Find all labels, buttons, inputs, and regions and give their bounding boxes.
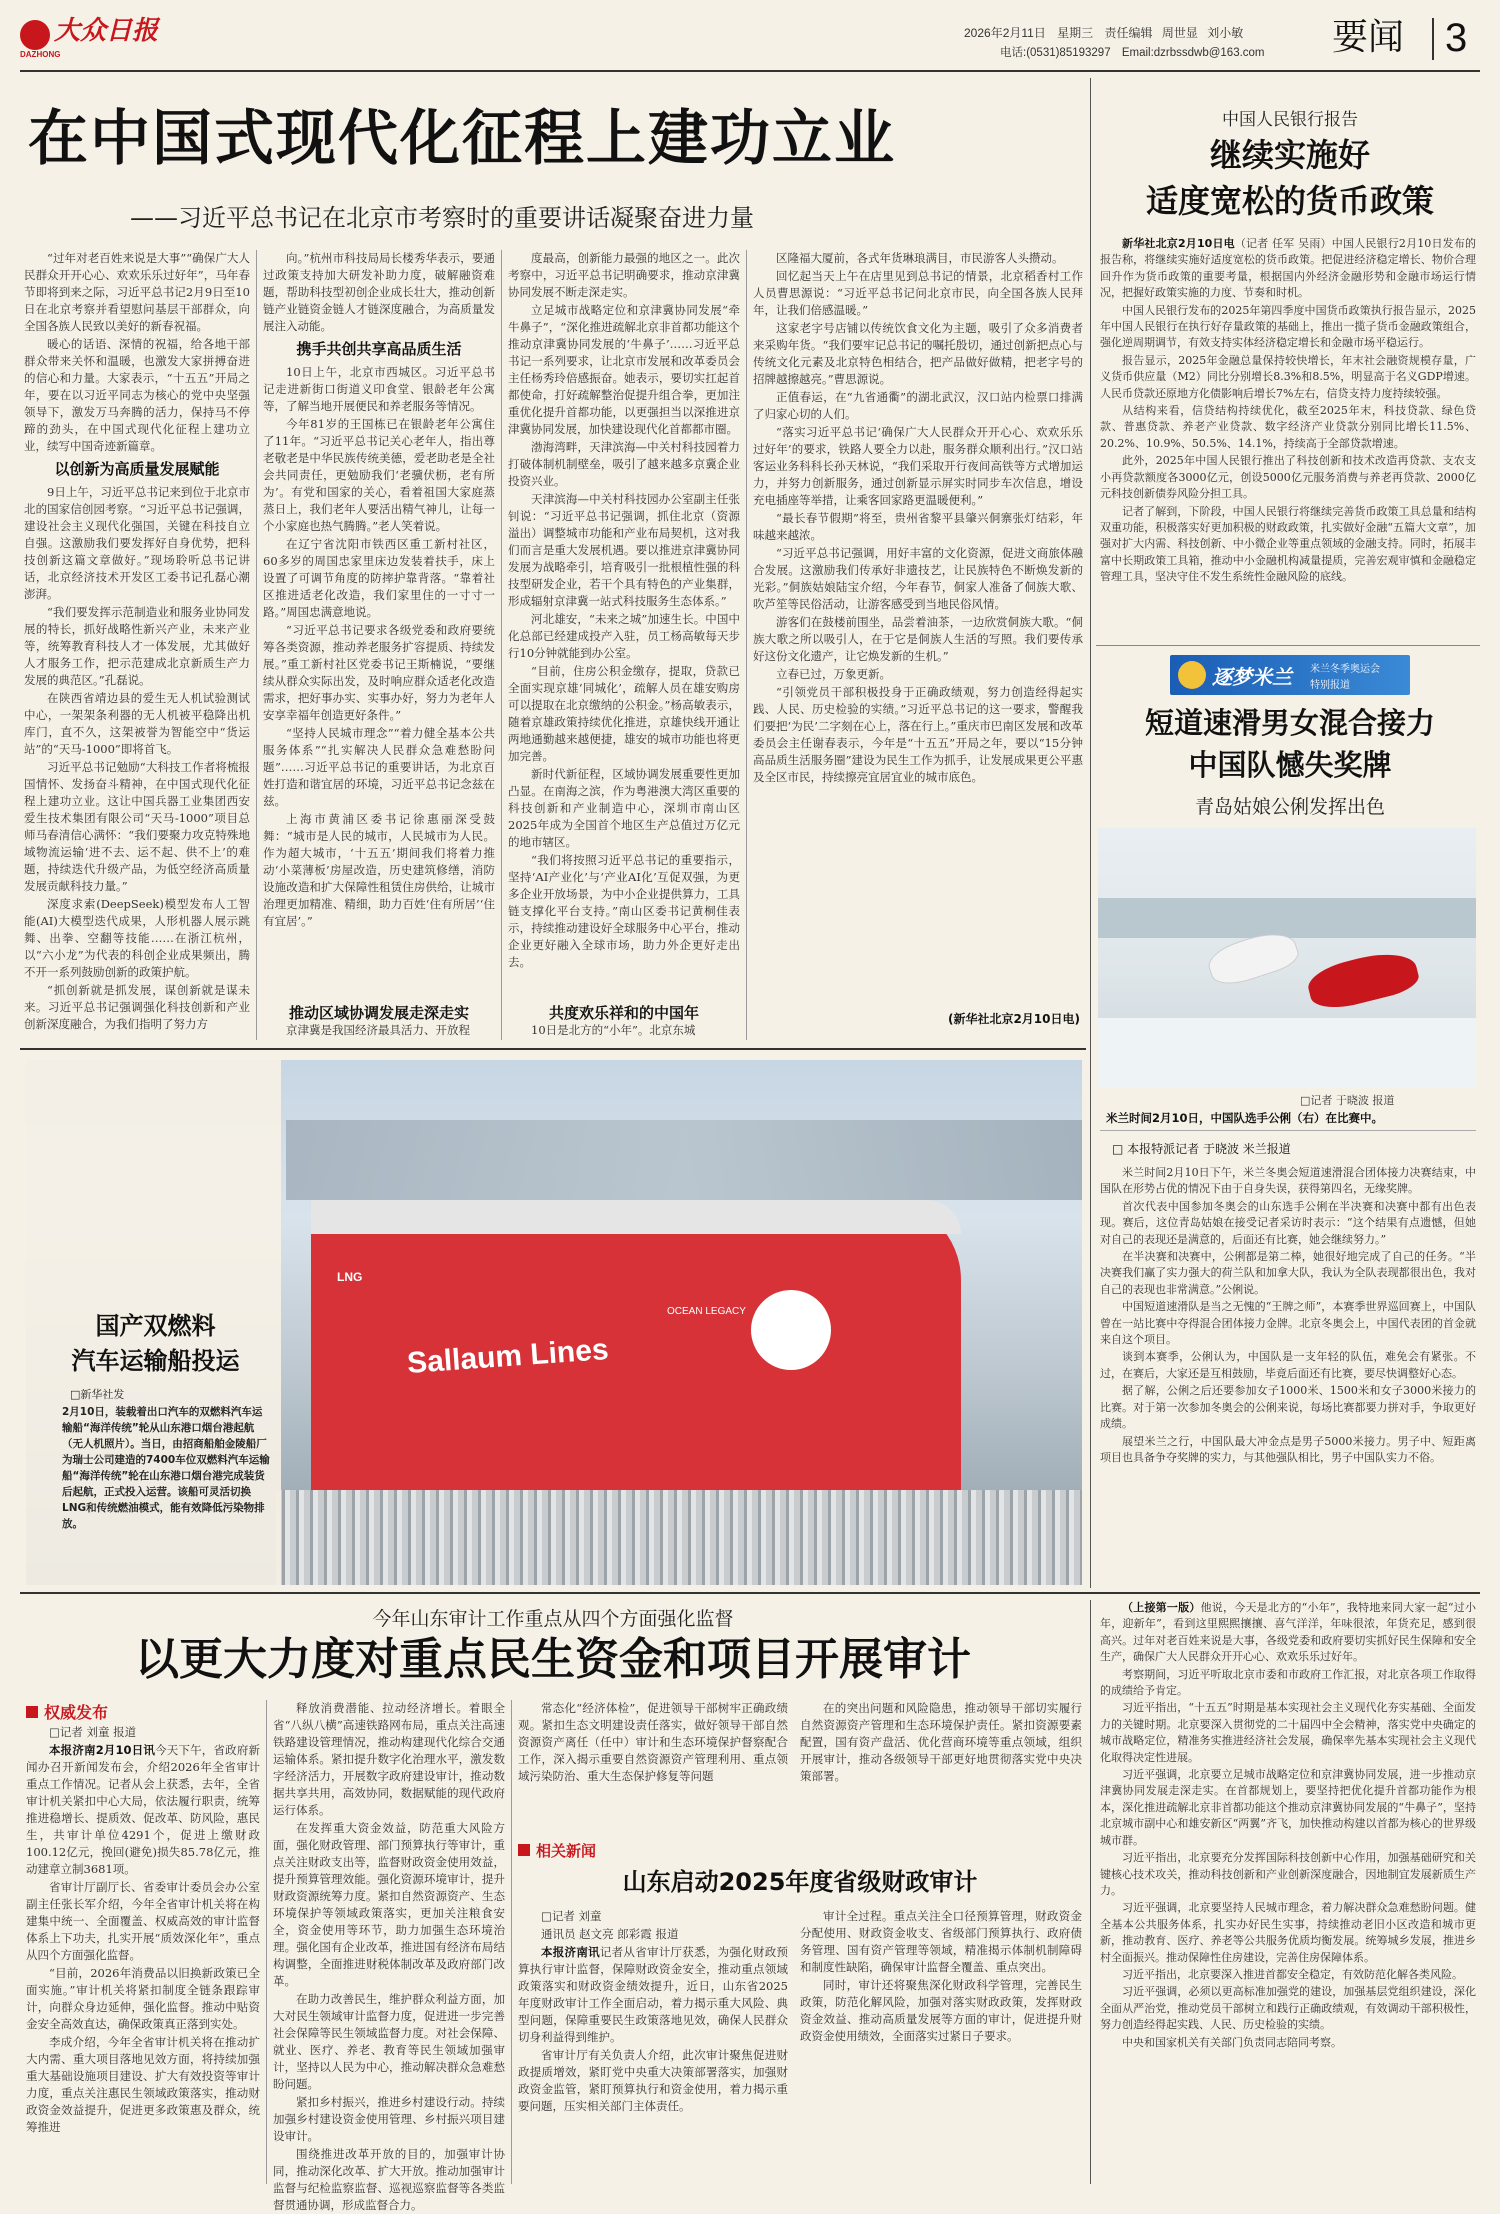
related-para: 省审计厅有关负责人介绍，此次审计聚焦促进财政提质增效，紧盯党中央重大决策部署落实，加强财政资金监管，紧盯预算执行和资金使用，着力揭示重要问题，压实相关部门主体责任。 [518,2048,788,2113]
continuation-para: 中央和国家机关有关部门负责同志陪同考察。 [1122,2035,1342,2049]
section-rule [20,1592,1480,1594]
column-rule [1090,78,1091,1588]
pboc-para: 中国人民银行发布的2025年第四季度中国货币政策执行报告显示，2025年中国人民银行在执行好存量政策的基础上，推出一揽子货币金融政策组合，强化逆周期调节，有效支持实体经济稳定增长和金融市场平稳运行。 [1100,303,1476,350]
section-rule [1096,645,1480,646]
editor-label: 责任编辑 [1104,26,1153,40]
lead-subheading: 推动区域协调发展走深走实 [288,1004,469,1022]
lead-headline: 在中国式现代化征程上建功立业 [28,104,896,174]
audit-para: 在发挥重大资金效益，防范重大风险方面，强化财政管理、部门预算执行等审计，重点关注财政支出等，监督财政资金使用效益，提升预算管理效能。强化资源环境审计，提升财政资源统筹力度。紧扣自然资源资产、生态环境保护等领域政策落实，更加关注粮食安全，资金使用等环节，助力加强生态环境治理。强化国有企业改革，推进国有经济布局结构调整，全面推进财税体制改革及政府部门改革。 [273,1821,505,1988]
olympics-banner [1170,655,1410,695]
audit-para: 紧扣乡村振兴，推进乡村建设行动。持续加强乡村建设资金使用管理、乡村振兴项目建设审计。 [273,2095,505,2143]
related-lead-text: 记者从省审计厅获悉，为强化财政预算执行审计监督，保障财政资金安全，推动重点领域政策落实和财政资金绩效提升，近日，山东省2025年度财政审计工作全面启动，着力揭示重大风险、典型问题，保障重要民生政策落地见效，确保人民群众切身利益得到维护。 [518,1945,788,2044]
section-divider [1432,18,1434,60]
lead-subheading: 共度欢乐祥和的中国年 [548,1004,699,1022]
lead-column-1 [24,250,250,1040]
audit-dateline: 本报济南2月10日讯 [49,1743,156,1757]
lead-para: 上海市黄浦区委书记徐惠丽深受鼓舞：“城市是人民的城市，人民城市为人民。作为超大城市，‘十五五’期间我们将着力推动‘小菜薄板’房屋改造，历史建筑修缮，消防设施改造和扩大保障性租赁住房供给，让城市治理更加精准、精细，助力百姓‘住有所居’‘住有宜居’。” [263,812,495,928]
audit-para [26,1742,260,1878]
ship-headline-1: 国产双燃料 [95,1312,216,1340]
lead-para: “目前，住房公积金缴存，提取，贷款已全面实现京雄‘同城化’，疏解人员在雄安购房可以提取在北京缴纳的公积金。”杨高敏表示，随着京雄政策持续优化推进，京雄快线开通让两地通勤越来越便捷，雄安的城市功能也将更加完善。 [508,664,740,763]
column-rule [511,1700,512,2184]
banner-sub-1: 米兰冬季奥运会 [1310,664,1380,675]
lead-para: 10日上午，北京市西城区。习近平总书记走进新街口街道义印食堂、银龄老年公寓等，了解当地开展便民和养老服务等情况。 [263,365,495,413]
pboc-para: 此外，2025年中国人民银行推出了科技创新和技术改造再贷款、支农支小再贷款额度各3000亿元，创设5000亿元服务消费与养老再贷款、2000亿元科技创新债券风险分担工具。 [1100,454,1476,501]
ship-name: OCEAN LEGACY [667,1306,746,1317]
pboc-para: 记者了解到，下阶段，中国人民银行将继续完善货币政策工具总量和结构双重功能，积极落实好更加积极的财政政策，扎实做好金融“五篇大文章”，加强对扩大内需、科技创新、中小微企业等重点领域的金融支持。同时，拓展丰富中长期政策工具箱，推动中小金融机构减量提质，完善宏观审慎和金融稳定管理工具，坚决守住不发生系统性金融风险的底线。 [1100,504,1476,584]
column-rule [501,250,502,1040]
skate-body [1100,1165,1476,1585]
skate-caption: 米兰时间2月10日，中国队选手公俐（右）在比赛中。 [1106,1111,1384,1125]
ship-deck-top [311,1200,961,1234]
continuation-para: 习近平强调，必须以更高标准加强党的建设，加强基层党组织建设，深化全面从严治党，推动党员干部树立和践行正确政绩观，有效调动干部积极性，努力创造经得起实践、人民、历史检验的实绩。 [1100,1985,1476,2032]
audit-para: 在的突出问题和风险隐患，推动领导干部切实履行自然资源资产管理和生态环境保护责任。紧扣资源要素配置，国有资产盘活、优化营商环境等重点领域，组织开展审计，推动各级领导干部更好地贯彻落实党中央决策部署。 [800,1701,1082,1783]
editor-name-2: 刘小敏 [1207,26,1244,40]
contact-phone: 电话:(0531)85193297 [1000,47,1111,59]
related-column-1 [518,1908,788,2184]
ship-text-box [26,1060,281,1585]
audit-para: 在助力改善民生，维护群众利益方面，加大对民生领域审计监督力度，促进进一步完善社会保障等民生领域监督力度。对社会保障、就业、医疗、养老、教育等民生领域加强审计，坚持以人民为中心，推动解决群众急难愁盼问题。 [273,1992,505,2091]
lead-para: 9日上午，习近平总书记来到位于北京市北的国家信创园考察。“习近平总书记强调，建设社会主义现代化强国，关键在科技自立自强。这激励我们要发挥好自身优势，把科技创新这篇文章做好。”现场聆听总书记讲话，北京经济技术开发区工委书记孔磊心潮澎湃。 [24,485,250,601]
lead-para: 河北雄安，“未来之城”加速生长。中国中化总部已经建成投产入驻，员工杨高敏每天步行10分钟就能到办公室。 [508,612,740,660]
lead-column-2 [263,250,495,1040]
skate-para: 首次代表中国参加冬奥会的山东选手公俐在半决赛和决赛中都有出色表现。赛后，这位青岛姑娘在接受记者采访时表示：“这个结果有点遗憾，但她对自己的表现还是满意的，后面还有比赛，她会继续努力。” [1100,1199,1476,1246]
ship-headline-2: 汽车运输船投运 [71,1347,240,1375]
lead-para: “过年对老百姓来说是大事”“确保广大人民群众开开心心、欢欢乐乐过好年”，马年春节即将到来之际，习近平总书记2月9日至10日在北京考察并看望慰问基层干部群众，向全国各族人民致以美好的新春祝福。 [24,251,250,333]
audit-byline: □记者 刘童 报道 [49,1725,137,1739]
lead-para: 深度求索(DeepSeek)模型发布人工智能(AI)大模型迭代成果，人形机器人展示跳舞、出拳、空翻等技能……在浙江杭州，以“六小龙”为代表的科创企业成果频出，腾不开一系列鼓励创新的政策护航。 [24,897,250,979]
rink-boards [1098,898,1476,938]
column-rule [266,1700,267,2184]
logo-emblem-icon [20,20,50,50]
lead-para: 京津冀是我国经济最具活力、开放程 [286,1023,470,1037]
skate-headline-2: 中国队憾失奖牌 [1188,748,1392,782]
related-para: 审计全过程。重点关注全口径预算管理，财政资金分配使用、财政资金收支、省级部门预算执行、政府债务管理、国有资产管理等领域，精准揭示体制机制障碍和制度性缺陷，确保审计监督全覆盖、重点突出。 [800,1909,1082,1974]
continuation-para: 习近平指出，北京要充分发挥国际科技创新中心作用，加强基础研究和关键核心技术攻关，推动科技创新和产业创新深度融合，因地制宜发展新质生产力。 [1100,1851,1476,1897]
pboc-para: 报告显示，2025年金融总量保持较快增长，年末社会融资规模存量，广义货币供应量（M2）同比分别增长8.3%和8.5%，明显高于名义GDP增速。人民币贷款还原地方化债影响后增长7%左右，信贷支持力度持续较强。 [1100,353,1476,400]
pboc-kicker: 中国人民银行报告 [1222,110,1358,130]
lead-column-2-tail [263,1022,495,1040]
lead-para: 习近平总书记勉励“大科技工作者将梳报国情怀、发扬奋斗精神，在中国式现代化征程上建功立业。这让中国兵器工业集团西安爱生技术集团有限公司“天马-1000”项目总师马春清信心满怀：“我们要聚力攻克特殊地域物流运输‘进不去、运不起、供不上’的难题，持续迭代升级产品，为低空经济高质量发展贡献科技力量。” [24,760,250,893]
ship-byline: □新华社发 [70,1388,125,1401]
ship-hull [311,1200,961,1500]
pboc-headline-2: 适度宽松的货币政策 [1145,182,1434,220]
tag-marker-icon [26,1706,38,1718]
lead-para: “我们将按照习近平总书记的重要指示，坚持‘AI产业化’与‘产业AI化’互促双强，为更多企业开放场景，为中小企业提供算力，工具链支撑化平台支持。”南山区委书记黄桐佳表示，持续推动建设好全球服务中心平台，推动企业更好融入全球市场，助力外企更好走出去。 [508,853,740,969]
audit-para: “目前，2026年消费品以旧换新政策已全面实施。”审计机关将紧扣制度全链条跟踪审计，向群众身边延伸，强化监督。推动中贴资金安全高效直达，确保政策真正落到实处。 [26,1966,260,2031]
related-tag-label: 相关新闻 [536,1842,597,1860]
continuation-para: 考察期间，习近平听取北京市委和市政府工作汇报，对北京各项工作取得的成绩给予肯定。 [1100,1667,1476,1698]
lead-para: “习近平总书记强调，用好丰富的文化资源，促进文商旅体融合发展。这激励我们传承好非遗技艺，让民族特色不断焕发新的光彩。”侗族姑娘陆宝介绍，今年春节，侗家人准备了侗族大歌、吹芦笙等民俗活动，让游客感受到当地民俗风情。 [753,546,1083,611]
continuation-lead-in: （上接第一版） [1122,1601,1201,1614]
skate-photo-credit: □记者 于晓波 报道 [1300,1094,1395,1107]
lead-para: 10日是北方的“小年”。北京东城 [531,1023,696,1037]
page-number: 3 [1445,16,1468,60]
audit-para: 省审计厅副厅长、省委审计委员会办公室副主任张长军介绍，今年全省审计机关将在构建集中统一、全面覆盖、权威高效的审计监督体系上下功夫，扎实开展“质效深化年”，重点从四个方面强化监督。 [26,1880,260,1962]
continuation-column [1100,1600,1476,2184]
skate-para: 中国短道速滑队是当之无愧的“王牌之师”，本赛季世界巡回赛上，中国队曾在一站比赛中夺得混合团体接力金牌。北京冬奥会上，中国代表团的首金就来自这个项目。 [1100,1300,1476,1347]
lead-subhead: ——习近平总书记在北京市考察时的重要讲话凝聚奋进力量 [130,204,754,232]
column-rule [256,250,257,1040]
lead-para: 区隆福大厦前，各式年货琳琅满目，市民游客人头攒动。 [776,251,1064,265]
lead-para: “坚持人民城市理念”“着力健全基本公共服务体系”“扎实解决人民群众急难愁盼问题”……习近平总书记的重要讲话，为北京百姓打造和谐宜居的环境，习近平总书记念兹在兹。 [263,726,495,808]
issue-meta [964,24,1354,41]
continuation-lead-text: 他说，今天是北方的“小年”，我特地来同大家一起“过小年，迎新年”，看到这里熙熙攘攘、喜气洋洋，年味很浓，年货充足，感到很高兴。过年对老百姓来说是大事，各级党委和政府要切实抓好民生保障和安全生产，确保广大人民群众开开心心、欢欢乐乐过好年。 [1100,1601,1476,1664]
skate-byline: □ 本报特派记者 于晓波 米兰报道 [1112,1142,1291,1156]
continuation-para: 习近平指出，“十五五”时期是基本实现社会主义现代化夯实基础、全面发力的关键时期。北京要深入贯彻党的二十届四中全会精神，落实党中央确定的城市战略定位，精准务实推进经济社会发展，确保率先基本实现社会主义现代化取得决定性进展。 [1100,1701,1476,1764]
lead-subheading: 携手共创共享高品质生活 [296,340,462,358]
lead-para: 天津滨海—中关村科技园办公室副主任张钊说：“习近平总书记强调，抓住北京（资源溢出）调整城市功能和产业布局契机，这对我们而言是重大发展机遇。要以推进京津冀协同发展为战略牵引，培育吸引一批根植性强的科技型研发企业，若干个具有特色的产业集群，形成辐射京津冀一站式科技服务生态体系。” [508,492,740,608]
pier [276,1490,1082,1585]
related-para [518,1944,788,2046]
lead-byline: (新华社北京2月10日电) [947,1012,1080,1026]
lead-para: 暖心的话语、深情的祝福，给各地干部群众带来关怀和温暖，也激发大家拼搏奋进的信心和力量。大家表示，“十五五”开局之年，要在以习近平同志为核心的党中央坚强领导下，激发万马奔腾的活力，保持马不停蹄的劲头，在中国式现代化征程上建功立业，续写中国奇迹新篇章。 [24,337,250,453]
lead-para: “最长春节假期”将至，贵州省黎平县肇兴侗寨张灯结彩，年味越来越浓。 [753,511,1083,542]
audit-tag-label: 权威发布 [44,1703,109,1722]
column-rule [1090,1600,1091,2184]
lead-para: 正值春运，在“九省通衢”的湖北武汉，汉口站内检票口排满了归家心切的人们。 [753,390,1083,421]
lead-para: 这家老字号店铺以传统饮食文化为主题，吸引了众多消费者来采购年货。“我们要牢记总书记的嘱托殷切，通过创新把点心与传统文化元素及北京特色相结合，把产品做好做精，把老字号的招牌越擦越亮。”曹思源说。 [753,321,1083,386]
related-byline: □记者 刘童 [541,1909,602,1923]
skate-subhead: 青岛姑娘公俐发挥出色 [1194,796,1385,818]
skater-figure [1304,945,1421,1014]
masthead [20,14,1480,66]
lead-para: “我们要发挥示范制造业和服务业协同发展的特长，抓好战略性新兴产业，未来产业等，统筹教育科技人才一体发展，尤其做好人才服务工作，把示范建成北京新质生产力发展的典范区。”孔磊说。 [24,605,250,687]
lead-para: 立足城市战略定位和京津冀协同发展“牵牛鼻子”，“深化推进疏解北京非首都功能这个推动京津冀协同发展的‘牛鼻子’……习近平总书记一系列要求，让北京市发展和改革委员会主任杨秀玲倍感振奋。她表示，要切实扛起首都使命，打好疏解整治促提升组合拳，更加注重优化提升首都功能，以更强担当以深推进京津冀协同发展，加快建设现代化首都都市圈。 [508,303,740,436]
lead-para: “落实习近平总书记‘确保广大人民群众开开心心、欢欢乐乐过好年’的要求，铁路人要全力以赴，服务群众顺利出行。”汉口站客运业务科科长孙天林说，“我们采取开行夜间高铁等方式增加运力，并努力创新服务，通过创新显示屏实时同步车次信息，增设充电插座等举措，让乘客回家路更温暖便利。” [753,425,1083,507]
city-skyline [286,1120,1082,1200]
continuation-para: 习近平指出，北京要深入推进首都安全稳定，有效防范化解各类风险。 [1122,1967,1463,1981]
logo-text: 大众日报 [54,16,159,46]
pboc-body [1100,236,1476,636]
section-rule [20,1048,1086,1050]
audit-tag [26,1700,108,1723]
continuation-para: 习近平强调，北京要立足城市战略定位和京津冀协同发展，进一步推动京津冀协同发展走深走实。在首都规划上，要坚持把优化提升首都功能作为根本，深化推进疏解北京非首都功能这个推动京津冀协同发展的“牛鼻子”，坚持北京城市副中心和雄安新区“两翼”齐飞，加快推动构建以首都为核心的世界级城市群。 [1100,1768,1476,1847]
section-label: 要闻 [1332,17,1405,58]
section-rule [1100,1130,1476,1131]
lead-para: “引领党员干部积极投身于正确政绩观，努力创造经得起实践、人民、历史检验的实绩。”习近平总书记的这一要求，警醒我们要把‘为民’二字刻在心上，落在行上。”重庆市巴南区发展和改革委员会主任谢春表示，今年是“十五五”开局之年，要以“15分钟高品质生活服务圈”建设为民生工作为抓手，让发展成果更公平惠及全区市民，持续擦亮宜居宜业的城市底色。 [753,685,1083,784]
related-column-2 [800,1908,1082,2184]
tag-marker-icon [518,1844,530,1856]
pboc-reporters: （记者 任军 吴雨） [1234,237,1332,250]
column-rule [746,250,747,1040]
skate-para: 据了解，公俐之后还要参加女子1000米、1500米和女子3000米接力的比赛。对于第一次参加冬奥会的公俐来说，每场比赛都要力拼对手，争取更好成绩。 [1100,1384,1476,1431]
pboc-dateline: 新华社北京2月10日电 [1122,237,1235,250]
lead-para: 在辽宁省沈阳市铁西区重工新村社区，60多岁的周国忠家里床边发装着扶手，床上设置了可调节角度的防摔护靠背落。“靠着社区推进适老化改造，我们家里住的一寸寸一路。”周国忠满意地说。 [263,537,495,619]
audit-para: 释放消费潜能、拉动经济增长。着眼全省“八纵八横”高速铁路网布局，重点关注高速铁路建设管理情况，推动构建现代化综合交通运输体系。紧扣提升数字化治理水平，激发数字经济活力，开展数字政府建设审计，推动数据共享共用，高效协同，数据赋能的现代政府运行体系。 [273,1701,505,1817]
related-headline: 山东启动2025年度省级财政审计 [622,1868,978,1896]
skate-para: 在半决赛和决赛中，公俐都是第二棒，她很好地完成了自己的任务。“半决赛我们赢了实力强大的荷兰队和加拿大队，我认为全队表现都很出色，我对自己的表现也非常满意。”公俐说。 [1100,1250,1476,1296]
editor-name: 周世显 [1161,26,1198,40]
audit-headline: 以更大力度对重点民生资金和项目开展审计 [135,1634,971,1685]
company-logo-icon [751,1290,831,1370]
related-news-tag [518,1840,596,1861]
lead-para: 新时代新征程，区域协调发展重要性更加凸显。在南海之滨，作为粤港澳大湾区重要的科技创新和产业制造中心，深圳市南山区2025年成为全国首个地区生产总值过万亿元的地市辖区。 [508,767,740,849]
lead-para: 度最高，创新能力最强的地区之一。此次考察中，习近平总书记明确要求，推动京津冀协同发展不断走深走实。 [508,251,740,299]
skate-para: 展望米兰之行，中国队最大冲金点是男子5000米接力。男子中、短距离项目也具备争夺奖牌的实力，与其他强队相比，男子中国队实力不俗。 [1100,1434,1476,1464]
related-byline: 通讯员 赵文亮 郎彩霞 报道 [541,1927,679,1941]
lead-subheading: 以创新为高质量发展赋能 [54,460,220,478]
banner-sub-2: 特别报道 [1310,680,1350,691]
related-dateline: 本报济南讯 [541,1945,600,1959]
continuation-para: 习近平强调，北京要坚持人民城市理念，着力解决群众急难愁盼问题。健全基本公共服务体系，扎实办好民生实事，持续推动老旧小区改造和城市更新，推动教育、医疗、养老等公共服务优质均衡发展。统筹城乡发展，推进乡村全面振兴。推动保障性住房建设，完善住房保障体系。 [1100,1901,1476,1964]
ship-brand: Sallaum Lines [406,1333,610,1380]
contact-email: Email:dzrbssdwb@163.com [1121,47,1265,59]
skate-para: 谈到本赛季，公俐认为，中国队是一支年轻的队伍，难免会有紧张。不过，在赛后，大家还是互相鼓励，毕竟后面还有比赛，要尽快调整好心态。 [1100,1350,1476,1380]
banner-title: 逐梦米兰 [1212,665,1292,689]
skate-para: 米兰时间2月10日下午，米兰冬奥会短道速滑混合团体接力决赛结束，中国队在形势占优的情况下由于自身失误，获得第四名，无缘奖牌。 [1100,1166,1476,1196]
skate-headline-1: 短道速滑男女混合接力 [1144,706,1435,740]
lead-para: 渤海湾畔，天津滨海—中关村科技园着力打破体制机制壁垒，吸引了越来越多京冀企业投资兴业。 [508,440,740,488]
lead-para: 立春已过，万象更新。 [776,667,891,681]
lead-column-3-tail [508,1022,740,1040]
pboc-para [1100,236,1476,302]
audit-column-4 [800,1700,1082,1836]
lead-para: 游客们在鼓楼前围坐，品尝着油茶，一边欣赏侗族大歌。“侗族大歌之所以吸引人，在于它是侗族人生活的写照。我们要传承好这份文化遗产，让它焕发新的生机。” [753,615,1083,663]
logo-en: DAZHONG [20,50,61,59]
skater-icon [1178,661,1206,689]
lead-para: “抓创新就是抓发展，谋创新就是谋未来。习近平总书记强调强化科技创新和产业创新深度融合，为我们指明了努力方 [24,983,250,1031]
ship-caption: 2月10日，装载着出口汽车的双燃料汽车运输船“海洋传统”轮从山东港口烟台港起航（无人机照片）。当日，由招商船舶金陵船厂为瑞士公司建造的7400车位双燃料汽车运输船“海洋传统”轮在山东港口烟台港完成装货后起航，正式投入运营。该船可灵活切换LNG和传统燃油模式，能有效降低污染物排放。 [62,1406,270,1530]
contact-meta [1000,44,1360,60]
audit-column-1 [26,1724,260,2184]
skate-photo [1098,828,1476,1088]
lead-para: 在陕西省靖边县的爱生无人机试验测试中心，一架架条利器的无人机被平稳降出机库门，直不久，这架被誉为智能空中“货运站”的“天马-1000”即将首飞。 [24,691,250,756]
lead-column-3 [508,250,740,990]
issue-date: 2026年2月11日 [964,26,1046,40]
lead-para: 回忆起当天上午在店里见到总书记的情景，北京稻香村工作人员曹思源说：“习近平总书记问北京市民，向全国各族人民拜年，让我们倍感温暖。” [753,269,1083,317]
pboc-para: 从结构来看，信贷结构持续优化，截至2025年末，科技贷款、绿色贷款、普惠贷款、养老产业贷款、数字经济产业贷款分别同比增长11.5%、20.2%、10.9%、50.5%、14.1%，持续高于全部贷款增速。 [1100,404,1476,450]
newspaper-logo [20,16,160,59]
audit-column-3 [518,1700,788,1836]
audit-para: 围绕推进改革开放的目的，加强审计协同，推动深化改革、扩大开放。推动加强审计监督与纪检监察监督、巡视巡察监督等各类监督贯通协调，形成监督合力。 [273,2147,505,2212]
audit-lead-text: 今天下午，省政府新闻办召开新闻发布会，介绍2026年全省审计重点工作情况。记者从会上获悉，去年，全省审计机关紧扣中心大局，依法履行职责，统筹推进稳增长、提质效、促改革、防风险，惠民生，共审计单位4291个，促进上缴财政100.12亿元，挽回(避免)损失85.78亿元，推动建章立制3681项。 [26,1743,260,1876]
continuation-para [1100,1600,1476,1666]
lead-para: 今年81岁的王国栋已在银龄老年公寓住了11年。“习近平总书记关心老年人，指出尊老敬老是中华民族传统美德，爱老助老是全社会共同责任，更勉励我们‘老骥伏枥，老有所为’。有党和国家的关心，看着祖国大家庭蒸蒸日上，我们老年人要活出精气神儿，让每一个小家庭也热气腾腾。”老人笑着说。 [263,417,495,533]
ice-surface [1098,1018,1476,1088]
related-para: 同时，审计还将聚焦深化财政科学管理，完善民生政策，防范化解风险，加强对落实财政政策，发挥财政资金效益、推动高质量发展等方面的审计，促进提升财政资金使用绩效，全面落实过紧日子要求。 [800,1978,1082,2043]
masthead-rule [20,70,1480,72]
lead-para: “习近平总书记要求各级党委和政府要统筹各类资源，推动养老服务扩容提质、持续发展。”重工新村社区党委书记王斯楠说，“要继续从群众实际出发，及时响应群众适老化改造需求，把好事办实、实事办好，努力为老年人安享幸福年创造更好条件。” [263,623,495,722]
issue-weekday: 星期三 [1057,26,1094,40]
pboc-lead-text: 中国人民银行2月10日发布的报告称，将继续实施好适度宽松的货币政策。把促进经济稳定增长、物价合理回升作为货币政策的重要考量，根据国内外经济金融形势和金融市场运行情况，把握好政策实施的力度、节奏和时机。 [1100,237,1477,300]
audit-column-2 [273,1700,505,2212]
lead-para: 向。”杭州市科技局局长楼秀华表示，要通过政策支持加大研发补助力度，破解融资难题，帮助科技型初创企业成长壮大，推动创新链产业链资金链人才链深度融合，为高质量发展注入动能。 [263,251,495,333]
audit-para: 常态化“经济体检”，促进领导干部树牢正确政绩观。紧扣生态文明建设责任落实，做好领导干部自然资源资产离任（任中）审计和生态环境保护督察配合工作，深入揭示重要自然资源资产管理利用、重点领域污染防治、重大生态保护修复等问题 [518,1701,788,1783]
pboc-headline-1: 继续实施好 [1209,136,1370,174]
audit-para: 李成介绍，今年全省审计机关将在推动扩大内需、重大项目落地见效方面，将持续加强重大基础设施项目建设、扩大有效投资等审计力度，重点关注惠民生领域政策落实，推动财政资金效益提升，促进更多政策惠及群众，统筹推进 [26,2035,260,2134]
lng-tank-label: LNG [337,1270,363,1284]
audit-kicker: 今年山东审计工作重点从四个方面强化监督 [372,1608,734,1630]
lead-column-4 [753,250,1083,1005]
